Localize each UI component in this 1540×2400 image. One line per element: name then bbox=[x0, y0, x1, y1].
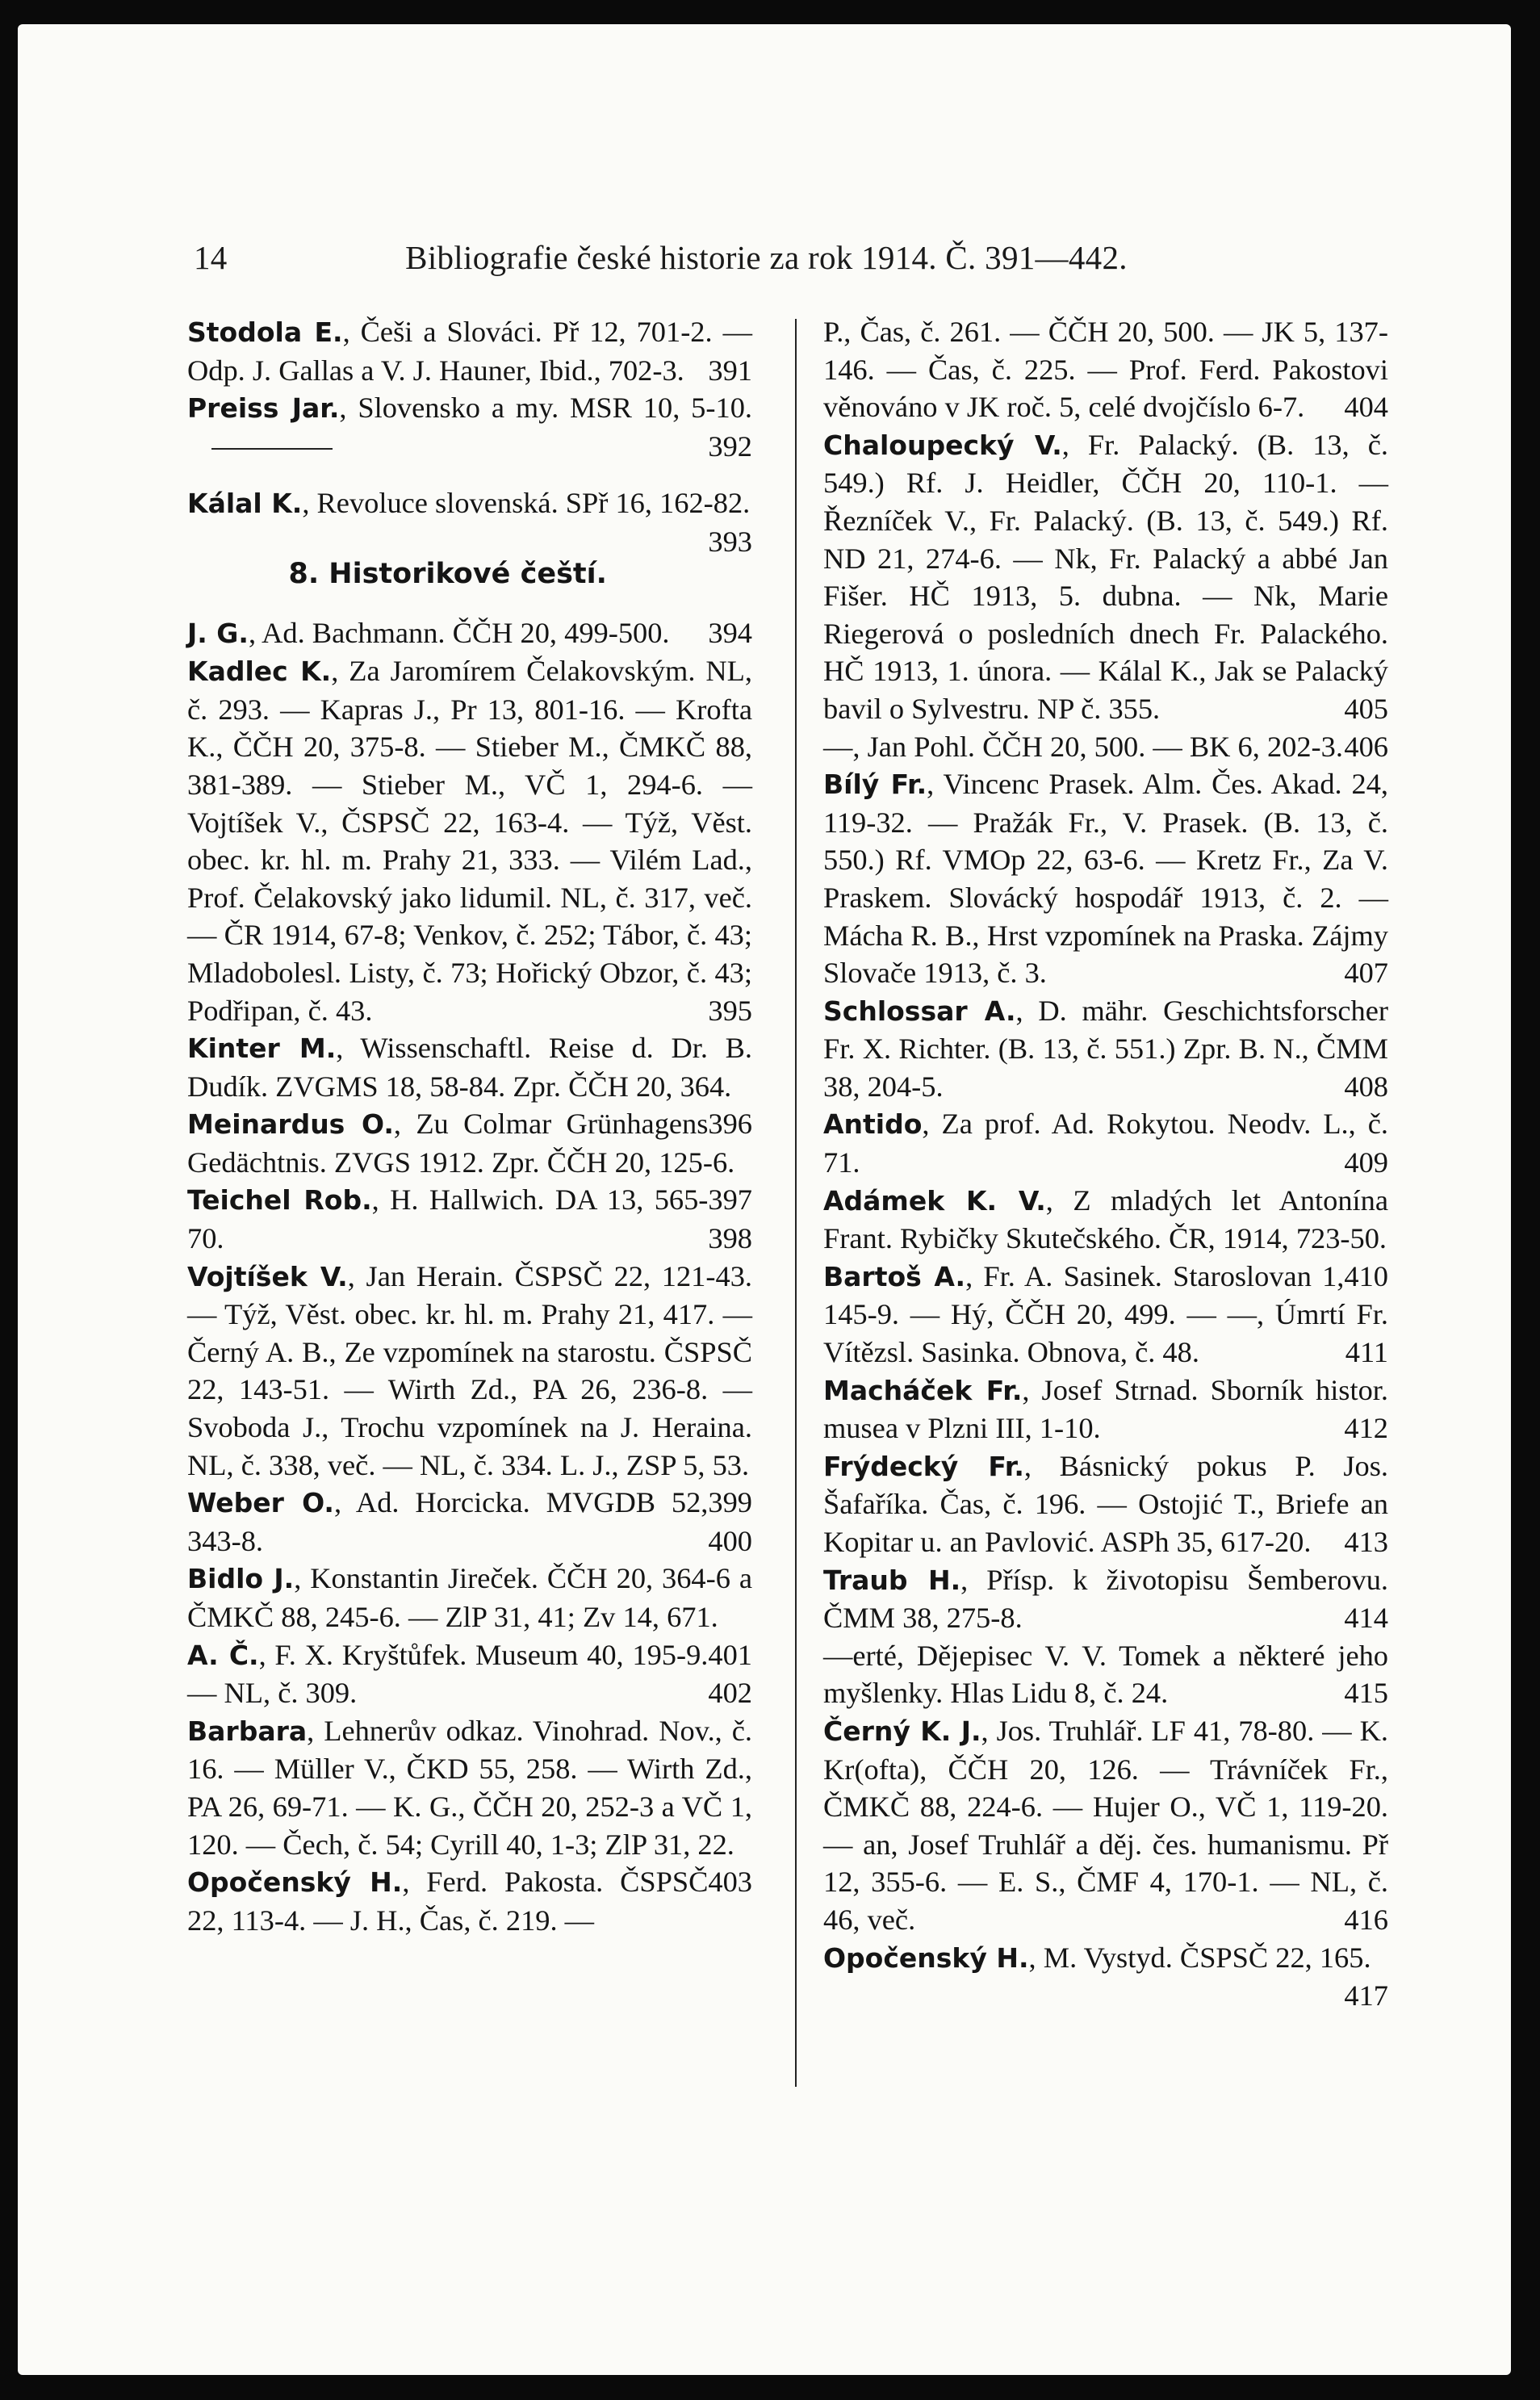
bib-entry bbox=[187, 1636, 752, 1712]
entry-text: , Češi a Slováci. Př 12, 701-2. — Odp. J. Gallas a V. J. Hauner, Ibid., 702-3. bbox=[187, 316, 752, 387]
entry-text: , Ad. Horcicka. MVGDB 52, 343-8. bbox=[187, 1486, 709, 1557]
bib-entry bbox=[187, 1484, 752, 1560]
bib-entry bbox=[823, 1258, 1388, 1372]
bib-entry bbox=[187, 313, 752, 389]
entry-author: Chaloupecký V. bbox=[823, 429, 1062, 461]
entry-number: 401 bbox=[708, 1638, 752, 1671]
bib-entry bbox=[823, 1939, 1388, 2013]
entry-author: Stodola E. bbox=[187, 316, 343, 348]
entry-text: , Wissenschaftl. Reise d. Dr. B. Dudík. ZVGMS 18, 58-84. Zpr. ČČH 20, 364. bbox=[187, 1032, 752, 1103]
entry-author: Macháček Fr. bbox=[823, 1374, 1023, 1406]
entry-author: Černý K. J. bbox=[823, 1715, 981, 1747]
bib-entry bbox=[823, 1447, 1388, 1561]
entry-author: Weber O. bbox=[187, 1487, 334, 1519]
entry-number: 397 bbox=[708, 1183, 752, 1217]
entry-text: , Revoluce slovenská. SPř 16, 162-82. bbox=[302, 487, 751, 520]
entry-number: 392 bbox=[708, 429, 752, 463]
bib-entry bbox=[823, 1372, 1388, 1447]
entry-text: , Jan Herain. ČSPSČ 22, 121-43. — Týž, Věst. obec. kr. hl. m. Prahy 21, 417. — Černý A. B., Ze vzpomínek na starostu. ČSPSČ 22, 143-51. — Wirth Zd., PA 26, 236-8. — Svoboda J., Trochu vzpomínek na J. Heraina. NL, č. 338, več. — NL, č. 334. L. J., ZSP 5, 53. bbox=[187, 1259, 752, 1481]
entry-author: Bidlo J. bbox=[187, 1563, 295, 1595]
entry-text: , M. Vystyd. ČSPSČ 22, 165. bbox=[1028, 1941, 1371, 1974]
entry-number: 409 bbox=[1344, 1146, 1388, 1179]
right-column bbox=[823, 313, 1388, 2015]
entry-text: , Jos. Truhlář. LF 41, 78-80. — K. Kr(ofta), ČČH 20, 126. — Trávníček Fr., ČMKČ 88, 224-6. — Hujer O., VČ 1, 119-20. — an, Josef Truhlář a děj. čes. humanismu. Př 12, 355-6. — E. S., ČMF 4, 170-1. — NL, č. 46, več. bbox=[823, 1714, 1388, 1936]
entry-author: Vojtíšek V. bbox=[187, 1260, 348, 1292]
entry-text: , Fr. A. Sasinek. Staroslovan 1, 145-9. — Hý, ČČH 20, 499. — —, Úmrtí Fr. Vítězsl. Sasinka. Obnova, č. 48. bbox=[823, 1259, 1388, 1369]
entry-number: 407 bbox=[1344, 957, 1388, 990]
entry-text: , D. mähr. Geschichtsforscher Fr. X. Richter. (B. 13, č. 551.) Zpr. B. N., ČMM 38, 204-5. bbox=[823, 994, 1388, 1103]
entry-number: 412 bbox=[1344, 1412, 1388, 1445]
bib-entry bbox=[187, 652, 752, 1029]
entry-author: J. G. bbox=[187, 617, 249, 649]
entry-text: , Josef Strnad. Sborník histor. musea v Plzni III, 1-10. bbox=[823, 1373, 1388, 1445]
entry-author: Teichel Rob. bbox=[187, 1184, 372, 1217]
entry-number: 394 bbox=[708, 616, 752, 649]
bib-entry bbox=[187, 1863, 752, 1939]
entry-text: , Lehnerův odkaz. Vinohrad. Nov., č. 16. — Müller V., ČKD 55, 258. — Wirth Zd., PA 26, 69-71. — K. G., ČČH 20, 252-3 a VČ 1, 120. — Čech, č. 54; Cyrill 40, 1-3; ZlP 31, 22. bbox=[187, 1714, 752, 1861]
column-divider bbox=[795, 319, 797, 2087]
bib-entry bbox=[823, 1105, 1388, 1181]
entry-text: , Slovensko a my. MSR 10, 5-10. bbox=[339, 392, 752, 425]
entry-author: Opočenský H. bbox=[823, 1941, 1029, 1974]
bib-entry bbox=[823, 426, 1388, 728]
entry-author: A. Č. bbox=[187, 1639, 259, 1671]
entry-author: Kadlec K. bbox=[187, 655, 332, 688]
entry-text: , Z mladých let Antonína Frant. Rybičky Skutečského. ČR, 1914, 723-50. bbox=[823, 1183, 1388, 1255]
entry-text: , Zu Colmar Grünhagens Gedächtnis. ZVGS 1912. Zpr. ČČH 20, 125-6. bbox=[187, 1108, 735, 1179]
page-number: 14 bbox=[194, 239, 228, 276]
entry-number: 402 bbox=[708, 1677, 752, 1710]
bib-entry bbox=[823, 313, 1388, 426]
entry-author: Opočenský H. bbox=[187, 1866, 403, 1899]
entry-author: Kinter M. bbox=[187, 1032, 337, 1065]
entry-number: 413 bbox=[1344, 1526, 1388, 1558]
entry-author: Bartoš A. bbox=[823, 1260, 966, 1292]
bib-entry bbox=[823, 728, 1388, 766]
entry-number: 417 bbox=[1344, 1979, 1388, 2013]
bib-entry bbox=[187, 614, 752, 653]
entry-author: Preiss Jar. bbox=[187, 392, 340, 425]
entry-number: 393 bbox=[708, 525, 752, 558]
entry-number: 399 bbox=[708, 1486, 752, 1519]
bib-entry bbox=[823, 992, 1388, 1106]
entry-text: , Konstantin Jireček. ČČH 20, 364-6 a ČMKČ 88, 245-6. — ZlP 31, 41; Zv 14, 671. bbox=[187, 1562, 752, 1633]
entry-number: 403 bbox=[708, 1866, 752, 1899]
entry-text: P., Čas, č. 261. — ČČH 20, 500. — JK 5, 137-146. — Čas, č. 225. — Prof. Ferd. Pakostovi věnováno v JK roč. 5, celé dvojčíslo 6-7. bbox=[823, 316, 1388, 424]
bib-entry bbox=[823, 765, 1388, 992]
running-title: Bibliografie české historie za rok 1914. Č. 391—442. bbox=[405, 239, 1128, 276]
bib-entry bbox=[187, 1560, 752, 1671]
entry-text: , Ferd. Pakosta. ČSPSČ 22, 113-4. — J. H., Čas, č. 219. — bbox=[187, 1866, 709, 1937]
entry-number: 400 bbox=[708, 1524, 752, 1557]
entry-text: —, Jan Pohl. ČČH 20, 500. — BK 6, 202-3. bbox=[823, 730, 1343, 763]
entry-number: 411 bbox=[1345, 1336, 1388, 1369]
entry-text: , H. Hallwich. DA 13, 565-70. bbox=[187, 1183, 709, 1255]
entry-author: Frýdecký Fr. bbox=[823, 1450, 1024, 1482]
entry-text: , Přísp. k životopisu Šemberovu. ČMM 38, 275-8. bbox=[823, 1563, 1389, 1635]
bib-entry bbox=[823, 1637, 1388, 1712]
entry-text: , Fr. Palacký. (B. 13, č. 549.) Rf. J. Heidler, ČČH 20, 110-1. — Řezníček V., Fr. Palacký. (B. 13, č. 549.) Rf. ND 21, 274-6. — Nk, Fr. Palacký a abbé Jan Fišer. HČ 1913, 5. dubna. — Nk, Marie Riegerová o posledních dnech Fr. Palackého. HČ 1913, 1. února. — Kálal K., Jak se Palacký bavil o Sylvestru. NP č. 355. bbox=[823, 428, 1388, 725]
entry-author: Traub H. bbox=[823, 1564, 961, 1596]
entry-text: , Za prof. Ad. Rokytou. Neodv. L., č. 71. bbox=[823, 1108, 1388, 1179]
entry-text: , Ad. Bachmann. ČČH 20, 499-500. bbox=[248, 616, 670, 649]
entry-text: , F. X. Kryštůfek. Museum 40, 195-9. — NL, č. 309. bbox=[187, 1638, 709, 1710]
left-column bbox=[187, 313, 752, 1939]
bib-entry bbox=[187, 389, 752, 465]
entry-text: , Vincenc Prasek. Alm. Čes. Akad. 24, 119-32. — Pražák Fr., V. Prasek. (B. 13, č. 550.) Rf. VMOp 22, 63-6. — Kretz Fr., Za V. Praskem. Slovácký hospodář 1913, č. 2. — Mácha R. B., Hrst vzpomínek na Praska. Zájmy Slovače 1913, č. 3. bbox=[823, 768, 1388, 990]
entry-author: Schlossar A. bbox=[823, 995, 1016, 1027]
entry-author: Meinardus O. bbox=[187, 1108, 394, 1141]
entry-number: 408 bbox=[1344, 1070, 1388, 1103]
entry-author: Antido bbox=[823, 1108, 923, 1141]
entry-number: 415 bbox=[1344, 1677, 1388, 1710]
bib-entry bbox=[823, 1712, 1388, 1939]
entry-number: 406 bbox=[1344, 730, 1388, 763]
entry-number: 395 bbox=[708, 994, 752, 1027]
entry-number: 398 bbox=[708, 1222, 752, 1255]
entry-text: —erté, Dějepisec V. V. Tomek a některé jeho myšlenky. Hlas Lidu 8, č. 24. bbox=[823, 1639, 1388, 1710]
bib-entry bbox=[187, 484, 752, 558]
entry-author: Bílý Fr. bbox=[823, 769, 927, 801]
entry-author: Barbara bbox=[187, 1715, 308, 1747]
entry-number: 405 bbox=[1344, 692, 1388, 725]
entry-number: 414 bbox=[1344, 1602, 1388, 1635]
separator-rule bbox=[211, 448, 333, 450]
entry-number: 410 bbox=[1344, 1259, 1388, 1292]
entry-number: 404 bbox=[1344, 391, 1388, 424]
entry-number: 391 bbox=[708, 354, 752, 387]
entry-text: , Za Jaromírem Čelakovským. NL, č. 293. — Kapras J., Pr 13, 801-16. — Krofta K., ČČH 20, 375-8. — Stieber M., ČMKČ 88, 381-389. — Stieber M., VČ 1, 294-6. — Vojtíšek V., ČSPSČ 22, 163-4. — Týž, Věst. obec. kr. hl. m. Prahy 21, 333. — Vilém Lad., Prof. Čelakovský jako lidumil. NL, č. 317, več. — ČR 1914, 67-8; Venkov, č. 252; Tábor, č. 43; Mladobolesl. Listy, č. 73; Hořický Obzor, č. 43; Podřipan, č. 43. bbox=[187, 655, 752, 1027]
running-header bbox=[194, 238, 1372, 277]
entry-number: 396 bbox=[708, 1108, 752, 1141]
entry-author: Kálal K. bbox=[187, 488, 303, 520]
entry-author: Adámek K. V. bbox=[823, 1184, 1046, 1217]
bib-entry bbox=[823, 1561, 1388, 1637]
entry-number: 416 bbox=[1344, 1903, 1388, 1936]
entry-text: , Básnický pokus P. Jos. Šafaříka. Čas, č. 196. — Ostojić T., Briefe an Kopitar u. an Pavlović. ASPh 35, 617-20. bbox=[823, 1449, 1388, 1558]
section-heading: 8. Historikové čeští. bbox=[288, 557, 607, 590]
bib-entry bbox=[187, 1181, 752, 1257]
